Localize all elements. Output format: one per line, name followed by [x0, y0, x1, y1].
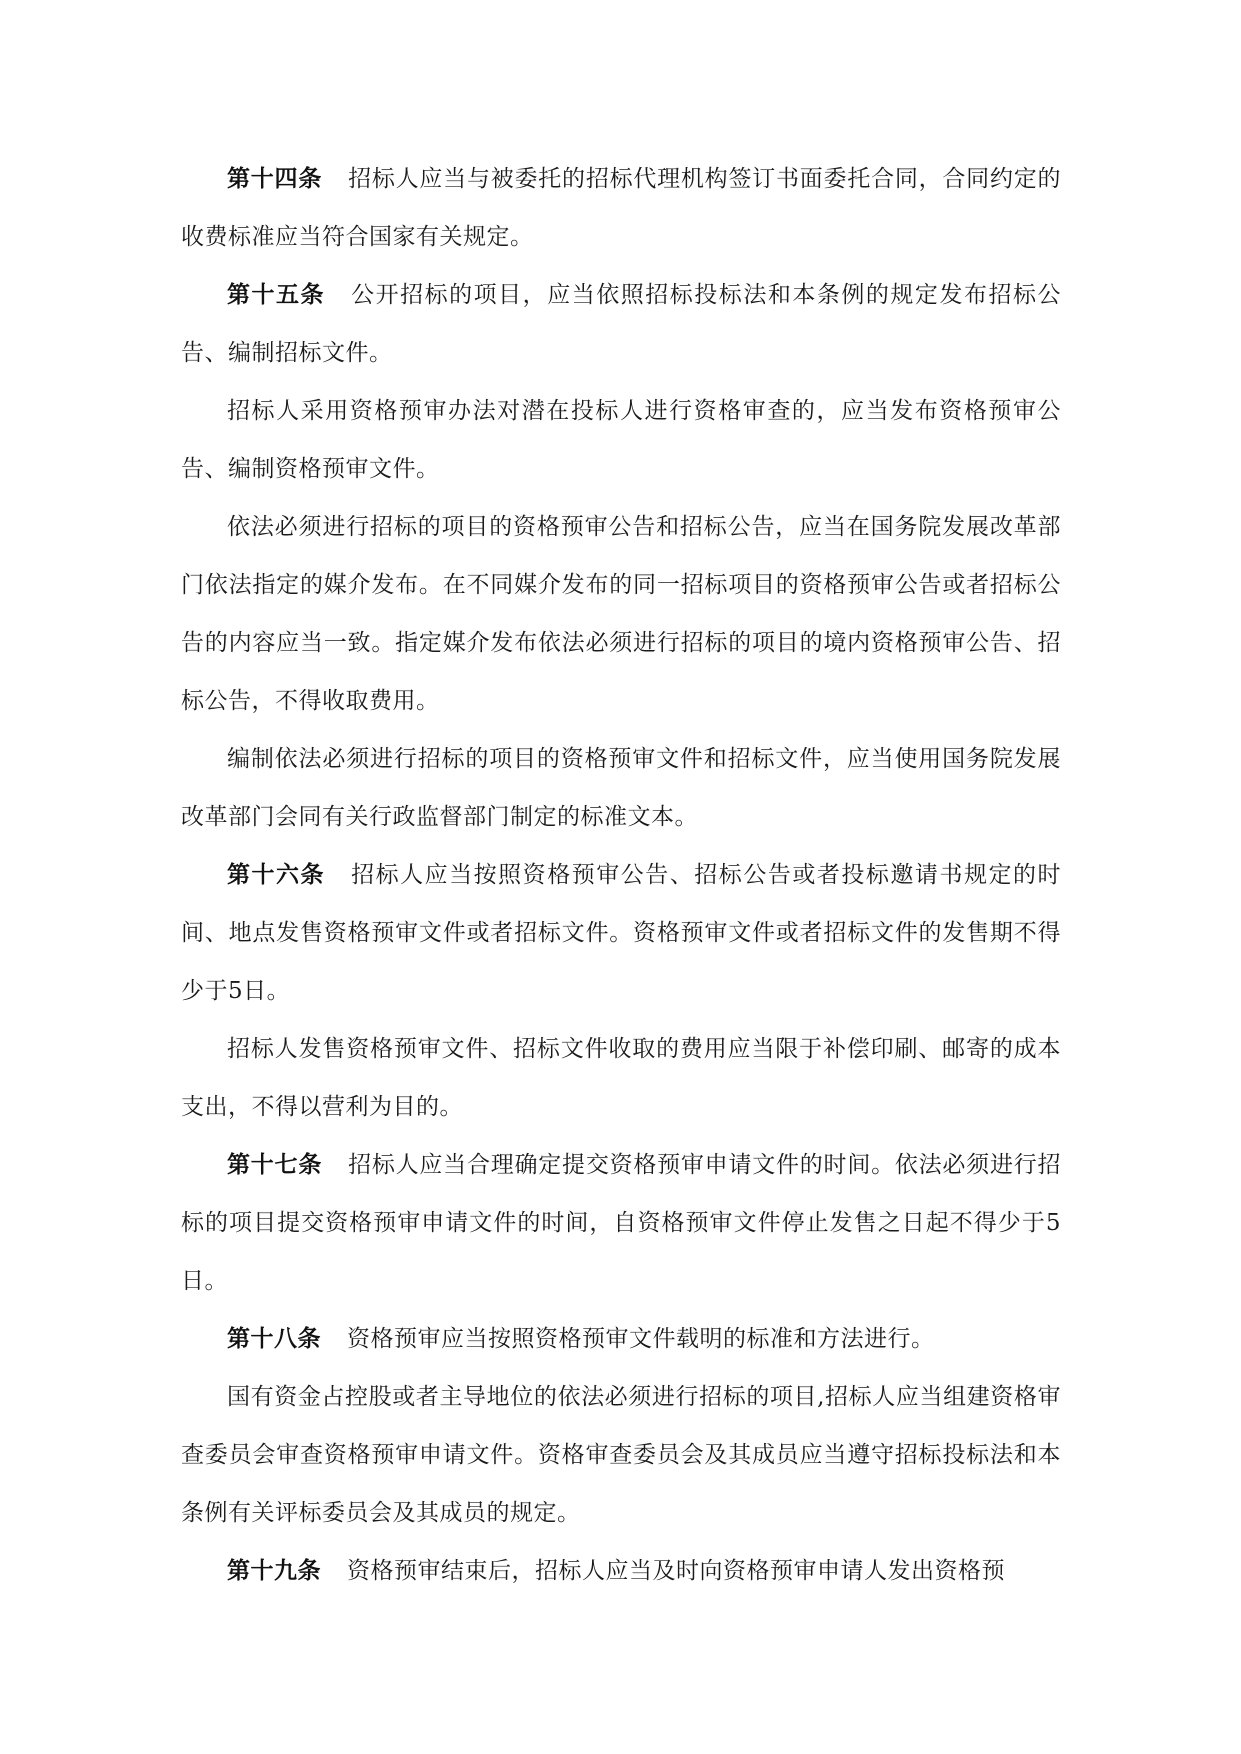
paragraph-text: 国有资金占控股或者主导地位的依法必须进行招标的项目,招标人应当组建资格审查委员会审查资格预审申请文件。资格审查委员会及其成员应当遵守招标投标法和本条例有关评标委员会及其成员的规定。 [181, 1384, 1061, 1526]
paragraph-article-16 [181, 846, 1061, 1020]
paragraph [181, 498, 1061, 730]
article-number: 第十六条 [227, 862, 326, 888]
paragraph [181, 1020, 1061, 1136]
paragraph-article-15 [181, 266, 1061, 382]
document-body [181, 150, 1061, 1600]
paragraph [181, 1368, 1061, 1542]
article-number: 第十七条 [227, 1152, 323, 1178]
paragraph [181, 730, 1061, 846]
paragraph-article-19 [181, 1542, 1061, 1600]
paragraph-text: 招标人应当按照资格预审公告、招标公告或者投标邀请书规定的时间、地点发售资格预审文件或者招标文件。资格预审文件或者招标文件的发售期不得少于5日。 [181, 862, 1061, 1004]
article-number: 第十四条 [227, 166, 323, 192]
paragraph-article-14 [181, 150, 1061, 266]
paragraph-text: 依法必须进行招标的项目的资格预审公告和招标公告，应当在国务院发展改革部门依法指定的媒介发布。在不同媒介发布的同一招标项目的资格预审公告或者招标公告的内容应当一致。指定媒介发布依法必须进行招标的项目的境内资格预审公告、招标公告，不得收取费用。 [181, 514, 1061, 714]
paragraph-text: 资格预审结束后，招标人应当及时向资格预审申请人发出资格预 [347, 1558, 1005, 1584]
article-number: 第十五条 [227, 282, 326, 308]
paragraph-text: 编制依法必须进行招标的项目的资格预审文件和招标文件，应当使用国务院发展改革部门会同有关行政监督部门制定的标准文本。 [181, 746, 1061, 830]
paragraph-text: 招标人应当与被委托的招标代理机构签订书面委托合同，合同约定的收费标准应当符合国家有关规定。 [181, 166, 1062, 250]
article-number: 第十九条 [227, 1558, 321, 1584]
article-number: 第十八条 [227, 1326, 321, 1352]
paragraph-article-17 [181, 1136, 1061, 1310]
paragraph-article-18 [181, 1310, 1061, 1368]
paragraph-text: 招标人应当合理确定提交资格预审申请文件的时间。依法必须进行招标的项目提交资格预审申请文件的时间，自资格预审文件停止发售之日起不得少于5日。 [181, 1152, 1062, 1294]
paragraph-text: 招标人发售资格预审文件、招标文件收取的费用应当限于补偿印刷、邮寄的成本支出，不得以营利为目的。 [181, 1036, 1061, 1120]
paragraph-text: 资格预审应当按照资格预审文件载明的标准和方法进行。 [347, 1326, 935, 1352]
paragraph-text: 招标人采用资格预审办法对潜在投标人进行资格审查的，应当发布资格预审公告、编制资格预审文件。 [181, 398, 1061, 482]
paragraph-text: 公开招标的项目，应当依照招标投标法和本条例的规定发布招标公告、编制招标文件。 [181, 282, 1061, 366]
paragraph [181, 382, 1061, 498]
